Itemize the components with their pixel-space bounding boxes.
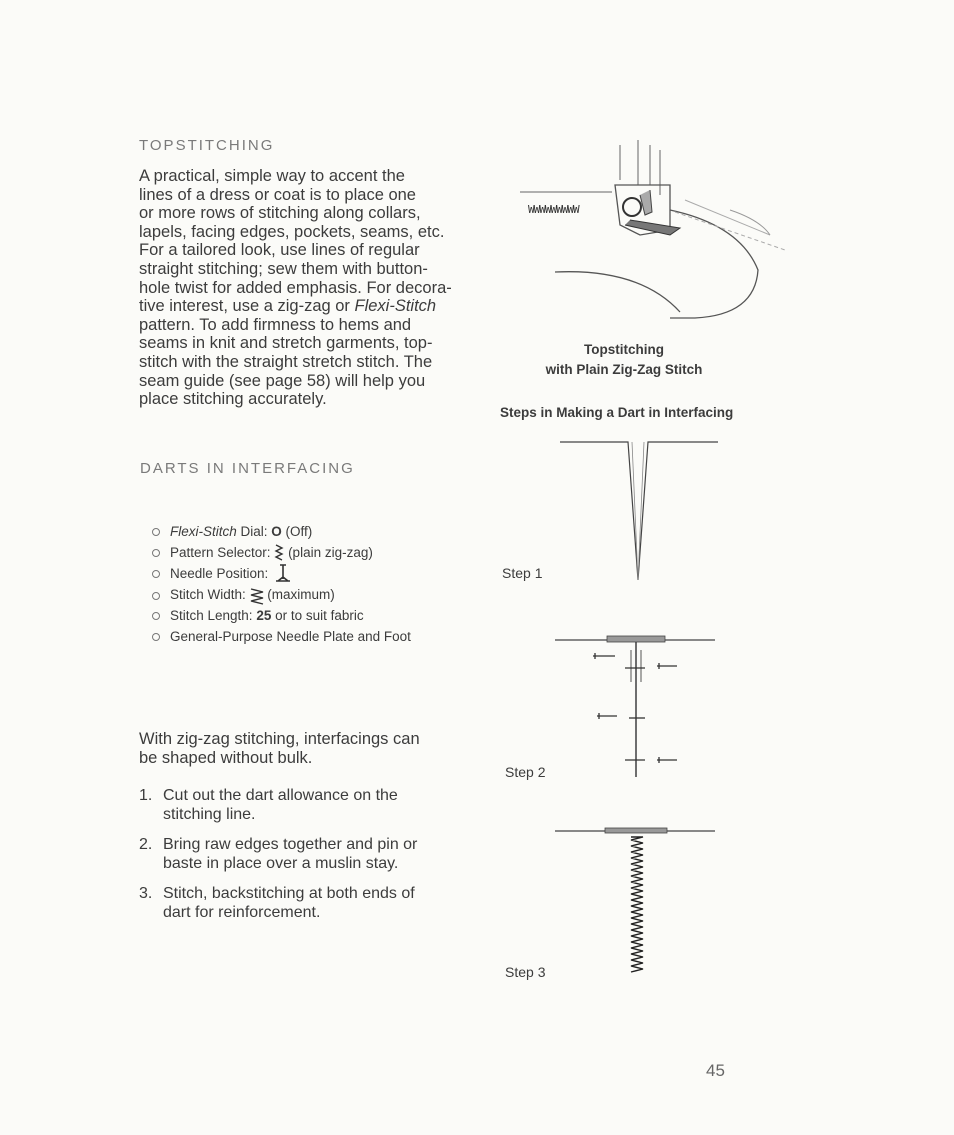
dart-step2-diagram (555, 632, 720, 782)
paragraph-line: place stitching accurately. (139, 390, 327, 409)
darts-steps (139, 786, 484, 933)
topstitching-illustration (520, 140, 790, 325)
needle-position-icon (272, 563, 294, 585)
paragraph-line: or more rows of stitching along collars, (139, 204, 421, 223)
bullet-icon (152, 612, 160, 620)
machine-settings-list (152, 522, 411, 648)
setting-needle-position (152, 563, 411, 585)
step-text: Bring raw edges together and pin or (163, 836, 418, 853)
step-number: 2. (139, 836, 153, 853)
dart-figures-title: Steps in Making a Dart in Interfacing (500, 405, 734, 420)
darts-intro (139, 730, 484, 767)
step-text: dart for reinforcement. (163, 904, 321, 921)
page-number: 45 (706, 1061, 725, 1080)
dart-step1-diagram (560, 438, 720, 588)
zigzag-pattern-icon (274, 544, 284, 562)
step-text: Stitch, backstitching at both ends of (163, 885, 415, 902)
paragraph-line: hole twist for added emphasis. For decora- (139, 278, 452, 297)
paragraph-line: seams in knit and stretch garments, top- (139, 334, 433, 353)
setting-stitch-width (152, 585, 411, 606)
step-number: 3. (139, 885, 153, 902)
paragraph-line: pattern. To add firmness to hems and (139, 315, 412, 334)
bullet-icon (152, 592, 160, 600)
step-number: 1. (139, 787, 153, 804)
topstitching-paragraph (139, 167, 484, 409)
topstitching-caption (510, 340, 738, 380)
step-text: Cut out the dart allowance on the (163, 787, 398, 804)
setting-note: (Off) (281, 524, 313, 539)
paragraph-line: seam guide (see page 58) will help you (139, 371, 426, 390)
setting-pattern-selector (152, 543, 411, 564)
setting-label: Stitch Length: (170, 608, 257, 624)
setting-stitch-length (152, 606, 411, 627)
list-item (139, 786, 484, 824)
paragraph-line: stitch with the straight stretch stitch. The (139, 352, 433, 371)
setting-flexi-stitch (152, 522, 411, 543)
stitch-width-icon (250, 587, 264, 605)
bullet-icon (152, 549, 160, 557)
paragraph-line: For a tailored look, use lines of regular (139, 241, 420, 260)
step-text: stitching line. (163, 806, 256, 823)
setting-label: Needle Position: (170, 566, 273, 582)
step1-label: Step 1 (502, 565, 543, 581)
step-text: baste in place over a muslin stay. (163, 855, 399, 872)
setting-label: Flexi-Stitch (170, 524, 237, 539)
caption-line: Topstitching (584, 342, 664, 357)
paragraph-line: tive interest, use a zig-zag or Flexi-Stitch (139, 297, 437, 316)
bullet-icon (152, 528, 160, 536)
setting-label: Pattern Selector: (170, 544, 275, 560)
list-item (139, 884, 484, 922)
setting-note: (maximum) (263, 587, 335, 603)
setting-value: 25 (256, 608, 272, 624)
bullet-icon (152, 570, 160, 578)
setting-needle-plate (152, 627, 411, 648)
setting-label-rest: Dial: (236, 524, 272, 539)
intro-line: be shaped without bulk. (139, 748, 313, 767)
dial-off-icon: O (271, 524, 282, 539)
setting-note: or to suit fabric (271, 608, 364, 624)
step3-label: Step 3 (505, 964, 546, 980)
dart-step3-diagram (555, 825, 720, 985)
step2-label: Step 2 (505, 764, 546, 780)
zigzag-stitch-line: WWWWWWWWW (528, 203, 579, 216)
paragraph-line: lines of a dress or coat is to place one (139, 185, 416, 204)
list-item (139, 835, 484, 873)
setting-note: (plain zig-zag) (284, 544, 373, 560)
paragraph-line: A practical, simple way to accent the (139, 167, 405, 185)
intro-line: With zig-zag stitching, interfacings can (139, 730, 420, 748)
paragraph-line: lapels, facing edges, pockets, seams, etc. (139, 222, 445, 241)
setting-label: General-Purpose Needle Plate and Foot (170, 628, 411, 644)
darts-heading: DARTS IN INTERFACING (140, 460, 355, 477)
paragraph-line: straight stitching; sew them with button- (139, 259, 428, 278)
setting-label: Stitch Width: (170, 587, 250, 603)
zigzag-stitch-mark (631, 837, 643, 972)
topstitching-heading: TOPSTITCHING (139, 137, 275, 154)
bullet-icon (152, 633, 160, 641)
caption-line: with Plain Zig-Zag Stitch (545, 362, 703, 377)
